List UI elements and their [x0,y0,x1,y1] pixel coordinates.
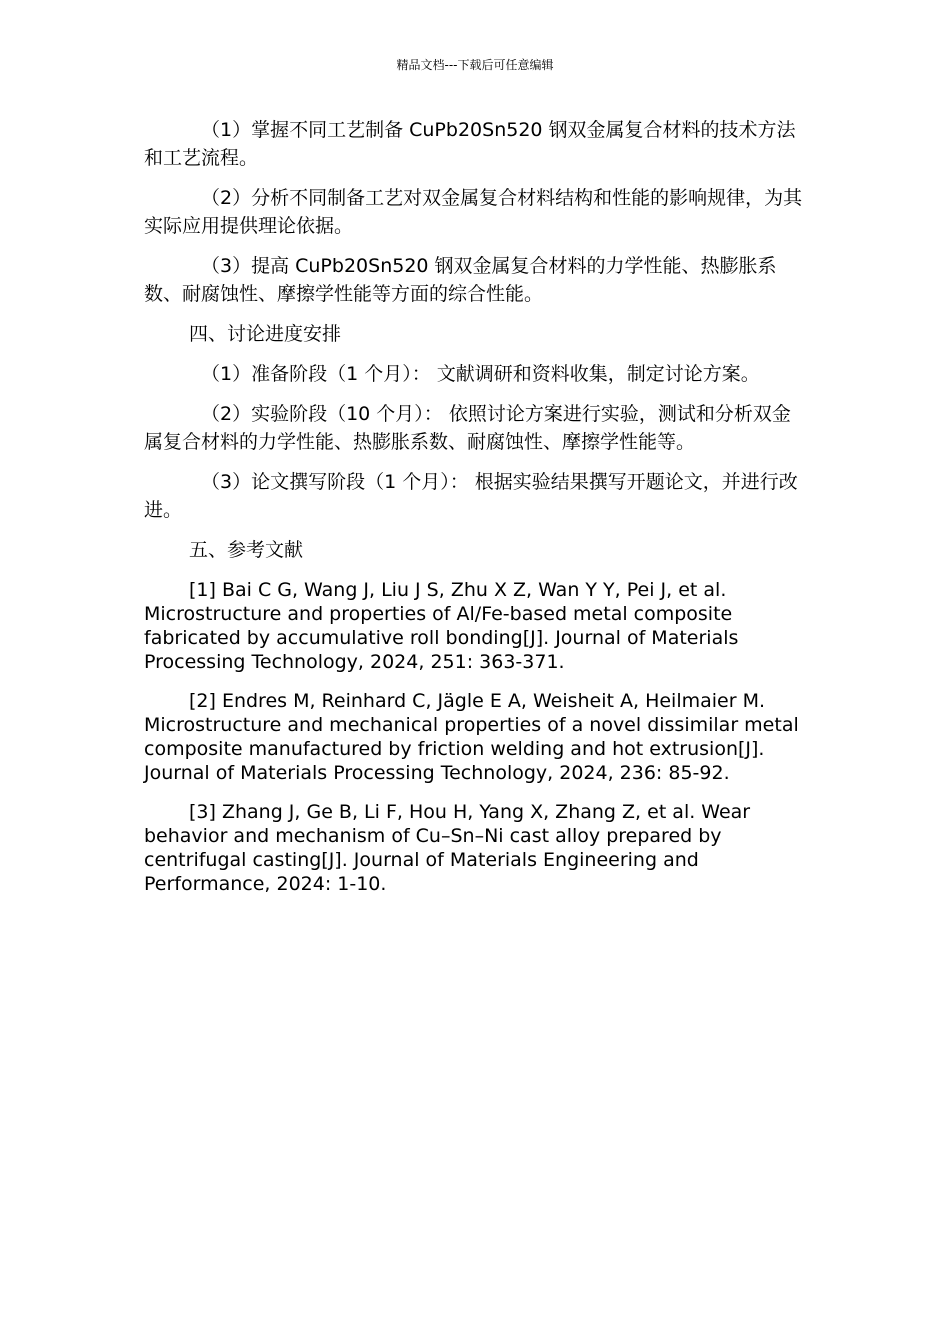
document-body [144,116,806,896]
reference-3: [3] Zhang J, Ge B, Li F, Hou H, Yang X, Zhang Z, et al. Wear behavior and mechanism of Cu–Sn–Ni cast alloy prepared by centrifugal casting[J]. Journal of Materials Engineering and Performance, 2024: 1-10. [144,801,751,895]
schedule-heading: 四、讨论进度安排 [189,323,342,345]
objective-1: （1）掌握不同工艺制备 CuPb20Sn520 钢双金属复合材料的技术方法和工艺流程。 [144,119,796,169]
references-heading: 五、参考文献 [189,539,304,561]
schedule-item-2: （2）实验阶段（10 个月）： 依照讨论方案进行实验，测试和分析双金属复合材料的力学性能、热膨胀系数、耐腐蚀性、摩擦学性能等。 [144,403,791,453]
reference-2: [2] Endres M, Reinhard C, Jägle E A, Weisheit A, Heilmaier M. Microstructure and mechanical properties of a novel dissimilar metal composite manufactured by friction welding and hot extrusion[J]. Journal of Materials Processing Technology, 2024, 236: 85-92. [144,690,799,784]
reference-1: [1] Bai C G, Wang J, Liu J S, Zhu X Z, Wan Y Y, Pei J, et al. Microstructure and properties of Al/Fe-based metal composite fabricated by accumulative roll bonding[J]. Journal of Materials Processing Technology, 2024, 251: 363-371. [144,579,739,673]
objective-2: （2）分析不同制备工艺对双金属复合材料结构和性能的影响规律，为其实际应用提供理论依据。 [144,187,803,237]
schedule-item-3: （3）论文撰写阶段（1 个月）： 根据实验结果撰写开题论文，并进行改进。 [144,471,798,521]
objective-3: （3）提高 CuPb20Sn520 钢双金属复合材料的力学性能、热膨胀系数、耐腐蚀性、摩擦学性能等方面的综合性能。 [144,255,777,305]
schedule-item-1: （1）准备阶段（1 个月）： 文献调研和资料收集，制定讨论方案。 [201,363,760,385]
page-header: 精品文档---下载后可任意编辑 [396,58,554,72]
